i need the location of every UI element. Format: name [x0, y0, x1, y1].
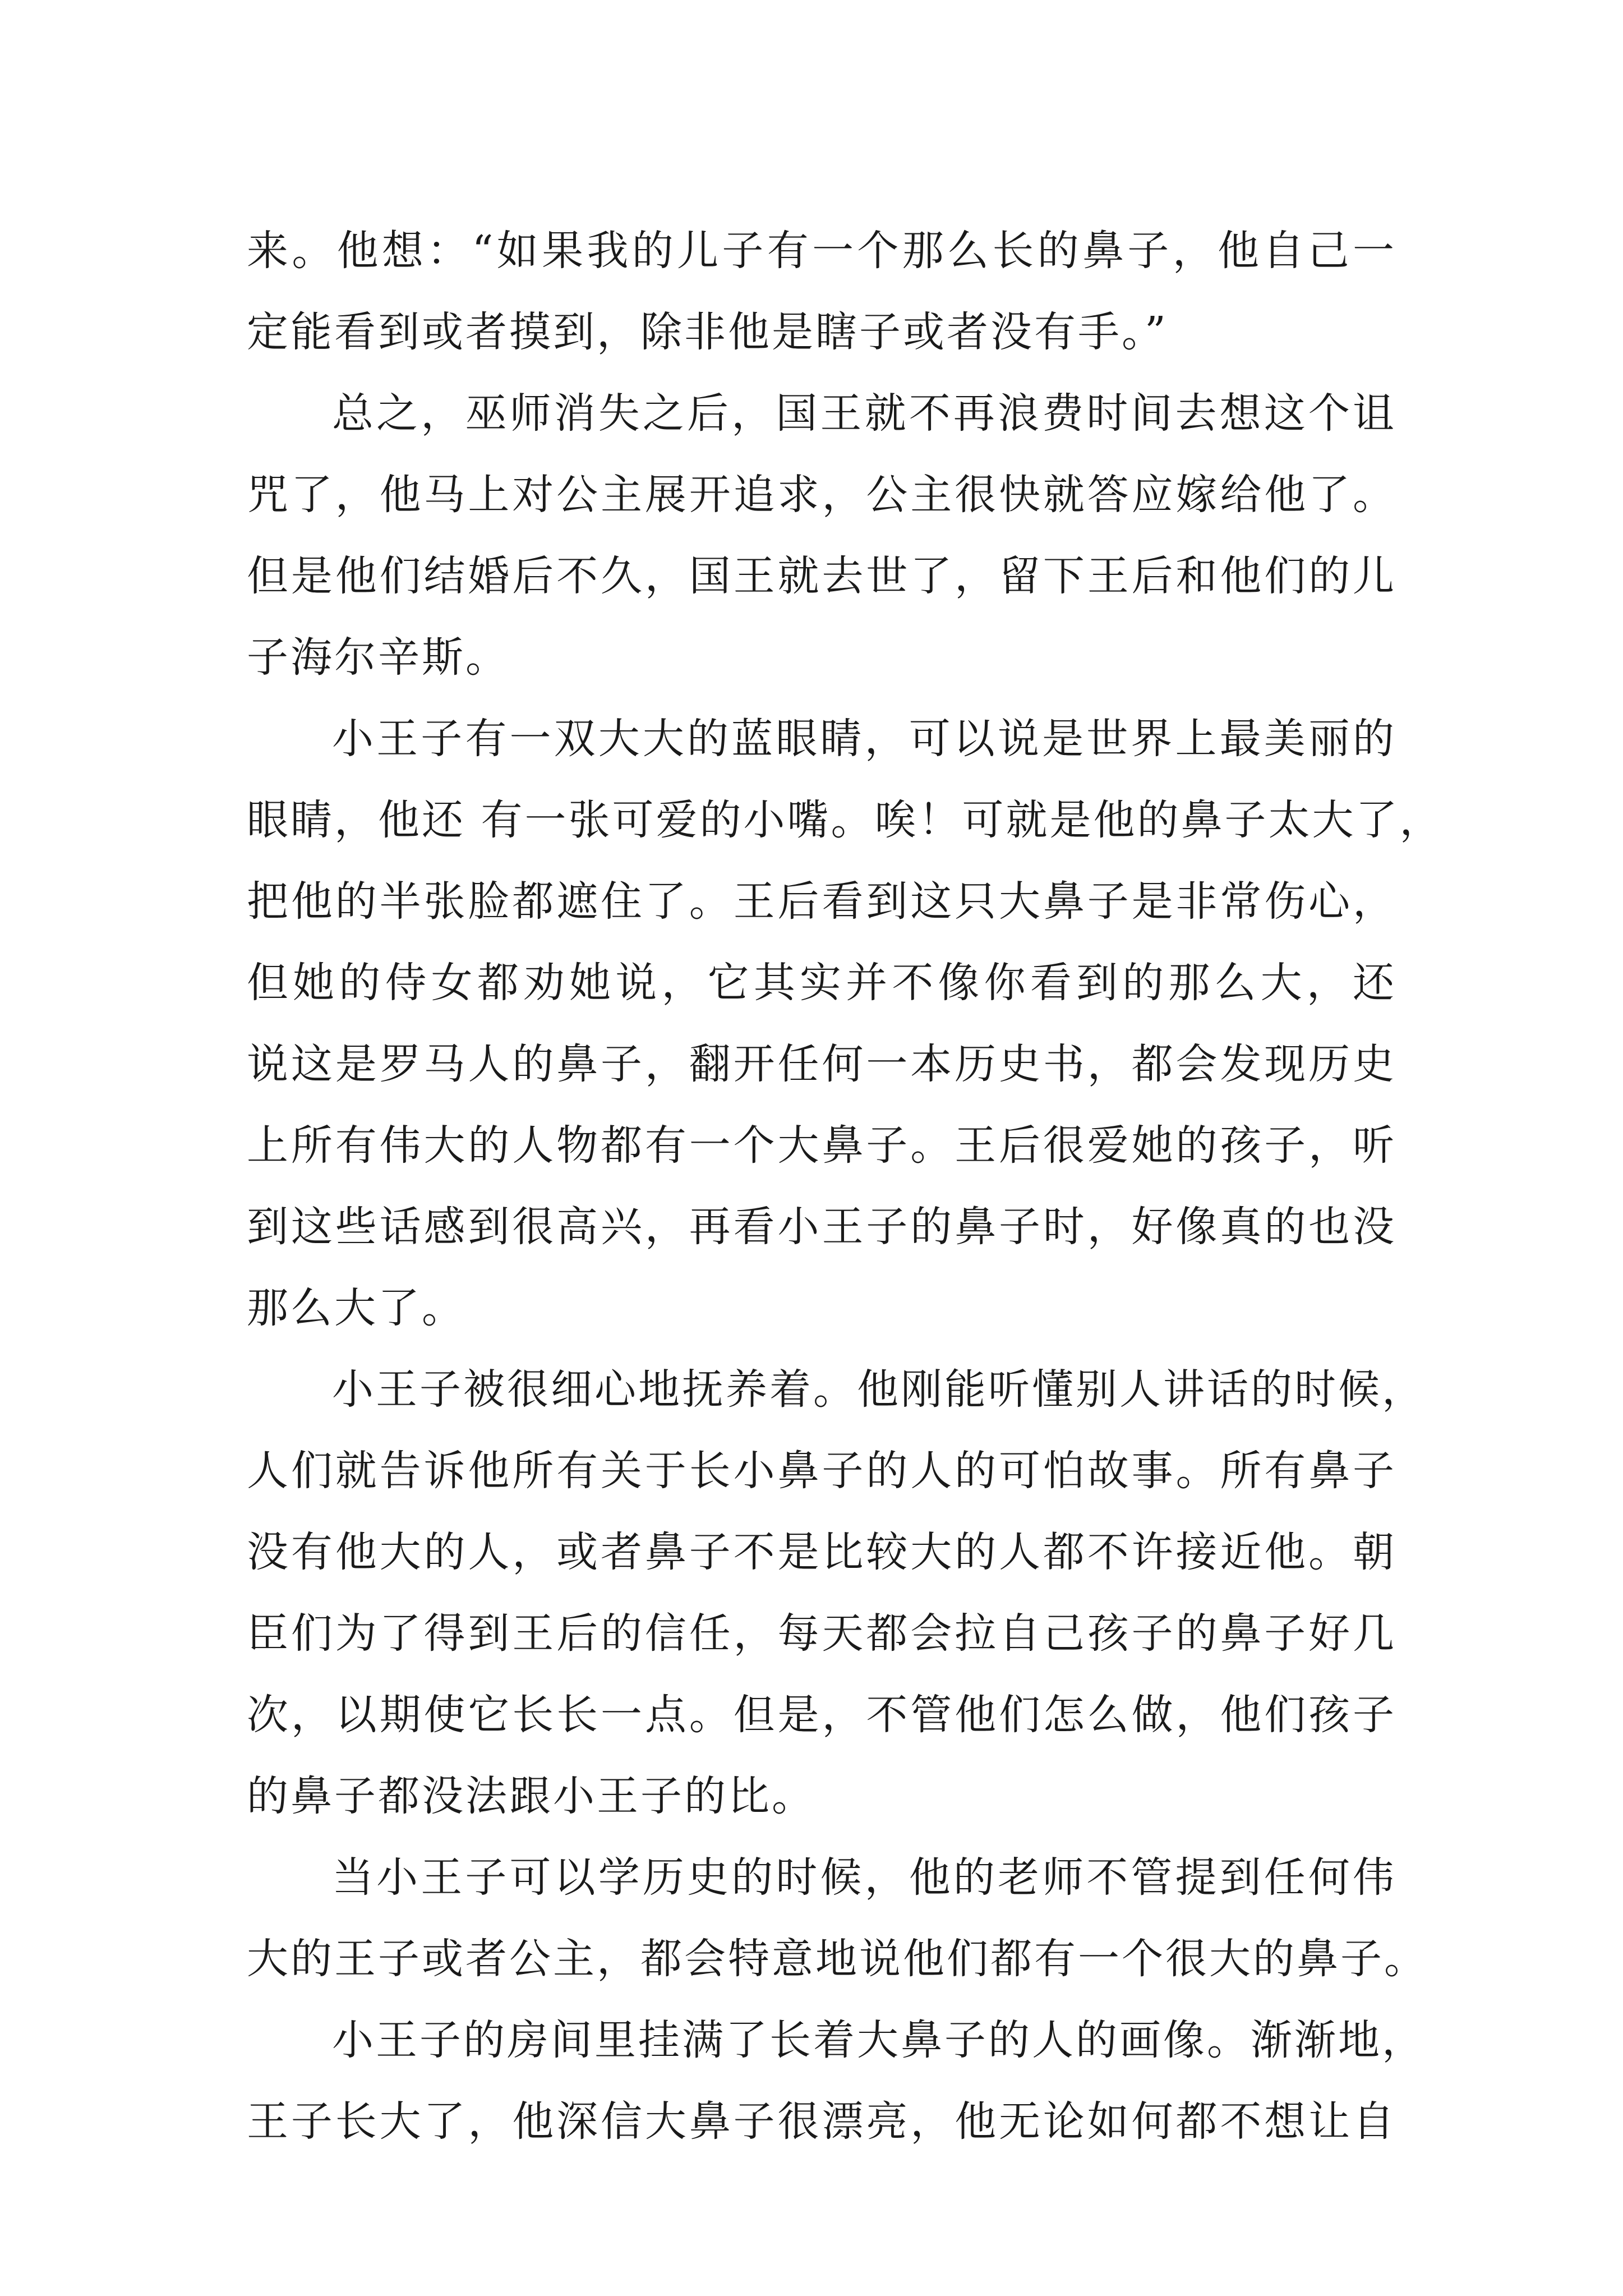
text-line: 人们就告诉他所有关于长小鼻子的人的可怕故事。所有鼻子 [247, 1447, 1396, 1495]
text-line: 子海尔辛斯。 [247, 633, 509, 682]
text-line: 咒了，他马上对公主展开追求，公主很快就答应嫁给他了。 [247, 471, 1396, 519]
paragraph-first-line: 总之，巫师消失之后，国王就不再浪费时间去想这个诅 [332, 389, 1396, 438]
text-line: 没有他大的人，或者鼻子不是比较大的人都不许接近他。朝 [247, 1528, 1396, 1576]
paragraph-first-line: 当小王子可以学历史的时候，他的老师不管提到任何伟 [332, 1853, 1396, 1902]
text-line: 定能看到或者摸到，除非他是瞎子或者没有手。” [247, 308, 1168, 356]
paragraph-first-line: 小王子被很细心地抚养着。他刚能听懂别人讲话的时候， [332, 1365, 1426, 1414]
text-line: 王子长大了，他深信大鼻子很漂亮，他无论如何都不想让自 [247, 2097, 1396, 2146]
text-line: 大的王子或者公主，都会特意地说他们都有一个很大的鼻子。 [247, 1935, 1428, 1983]
text-line: 把他的半张脸都遮住了。王后看到这只大鼻子是非常伤心， [247, 877, 1396, 926]
body-text [247, 210, 1444, 2162]
paragraph-first-line: 小王子有一双大大的蓝眼睛，可以说是世界上最美丽的 [332, 715, 1396, 763]
text-line: 但她的侍女都劝她说，它其实并不像你看到的那么大，还 [247, 959, 1396, 1007]
text-line: 的鼻子都没法跟小王子的比。 [247, 1772, 815, 1820]
text-line: 但是他们结婚后不久，国王就去世了，留下王后和他们的儿 [247, 552, 1396, 600]
text-line: 到这些话感到很高兴，再看小王子的鼻子时，好像真的也没 [247, 1203, 1396, 1251]
text-line: 说这是罗马人的鼻子，翻开任何一本历史书，都会发现历史 [247, 1040, 1396, 1088]
text-line: 上所有伟大的人物都有一个大鼻子。王后很爱她的孩子，听 [247, 1121, 1396, 1170]
text-line: 眼睛，他还 有一张可爱的小嘴。唉！可就是他的鼻子太大了， [247, 796, 1444, 844]
paragraph-first-line: 小王子的房间里挂满了长着大鼻子的人的画像。渐渐地， [332, 2016, 1426, 2064]
text-line: 来。他想：“如果我的儿子有一个那么长的鼻子，他自己一 [247, 227, 1396, 275]
text-line: 那么大了。 [247, 1284, 465, 1332]
text-line: 臣们为了得到王后的信任，每天都会拉自己孩子的鼻子好几 [247, 1609, 1396, 1658]
text-line: 次，以期使它长长一点。但是，不管他们怎么做，他们孩子 [247, 1691, 1396, 1739]
